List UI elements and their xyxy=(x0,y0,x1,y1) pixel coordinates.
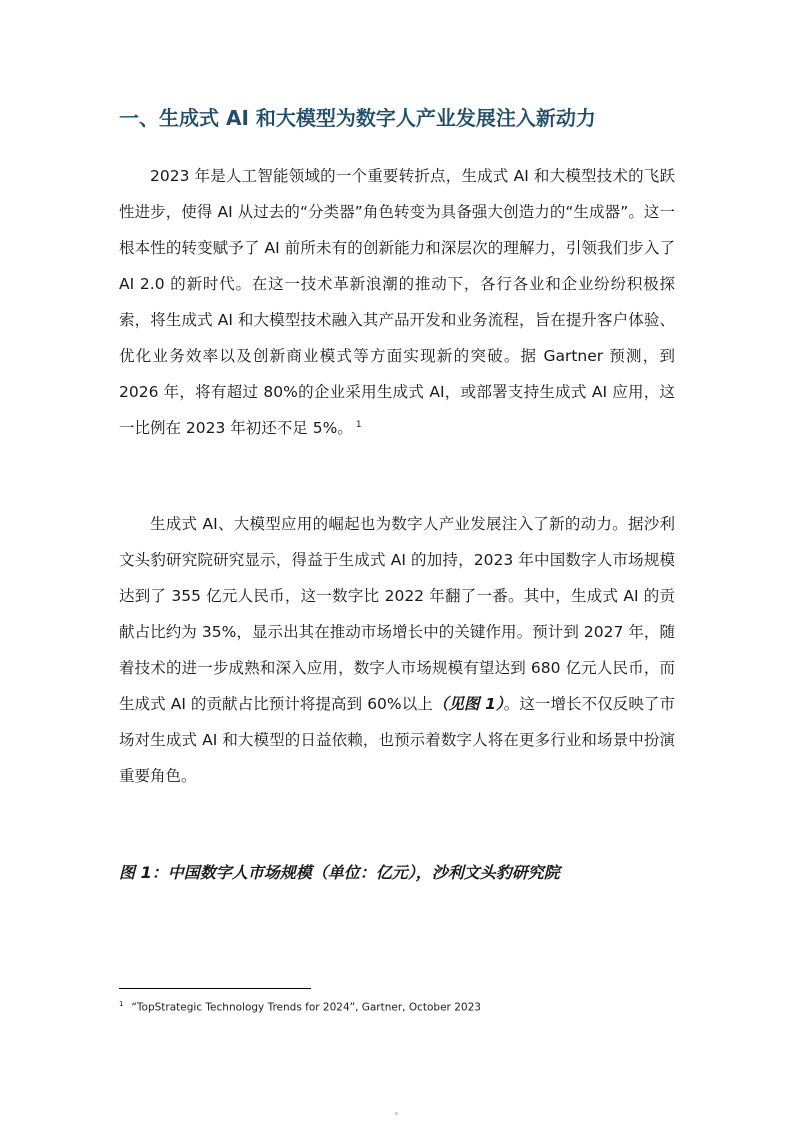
paragraph-2-text-end: 。这一增长不仅反映了市场对生成式 AI 和大模型的日益依赖，也预示着数字人将在更多行业和场景中扮演重要角色。 xyxy=(119,695,675,785)
paragraph-2 xyxy=(119,506,675,794)
footnote-number: 1 xyxy=(119,1000,124,1008)
paragraph-2-text: 生成式 AI、大模型应用的崛起也为数字人产业发展注入了新的动力。据沙利文头豹研究院研究显示，得益于生成式 AI 的加持，2023 年中国数字人市场规模达到了 355 亿元人民币，这一数字比 2022 年翻了一番。其中，生成式 AI 的贡献占比约为 35%，显示出其在推动市场增长中的关键作用。预计到 2027 年，随着技术的进一步成熟和深入应用，数字人市场规模有望达到 680 亿元人民币，而生成式 AI 的贡献占比预计将提高到 60%以上 xyxy=(119,515,675,713)
footnote-reference[interactable]: 1 xyxy=(355,419,362,430)
paragraph-1 xyxy=(119,158,675,446)
footnote-text: “TopStrategic Technology Trends for 2024”, Gartner, October 2023 xyxy=(131,1001,481,1014)
footnote xyxy=(119,996,679,1016)
figure-caption: 图 1：中国数字人市场规模（单位：亿元），沙利文头豹研究院 xyxy=(119,863,560,882)
page-marker-dot xyxy=(395,1112,398,1115)
figure-reference: （见图 1） xyxy=(432,695,504,713)
footnote-divider xyxy=(119,988,311,989)
section-heading: 一、生成式 AI 和大模型为数字人产业发展注入新动力 xyxy=(119,106,596,130)
paragraph-1-text: 2023 年是人工智能领域的一个重要转折点，生成式 AI 和大模型技术的飞跃性进步，使得 AI 从过去的“分类器”角色转变为具备强大创造力的“生成器”。这一根本性的转变赋予了 AI 前所未有的创新能力和深层次的理解力，引领我们步入了 AI 2.0 的新时代。在这一技术革新浪潮的推动下，各行各业和企业纷纷积极探索，将生成式 AI 和大模型技术融入其产品开发和业务流程，旨在提升客户体验、优化业务效率以及创新商业模式等方面实现新的突破。据 Gartner 预测，到 2026 年，将有超过 80%的企业采用生成式 AI，或部署支持生成式 AI 应用，这一比例在 2023 年初还不足 5%。 xyxy=(119,167,675,437)
